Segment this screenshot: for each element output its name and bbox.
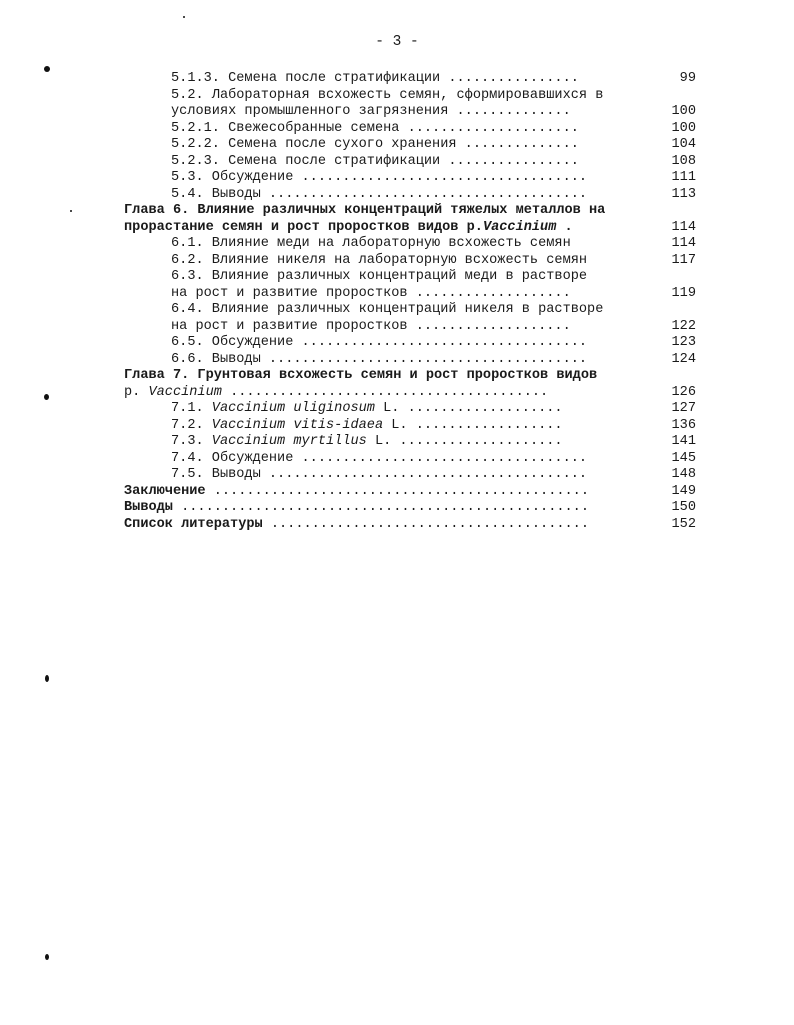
toc-entry-title [171,451,587,468]
toc-entry [124,187,696,204]
toc-entry [124,467,696,484]
toc-entry-text: 6.4. Влияние различных концентраций никеля в растворе [171,302,604,317]
toc-entry-page: 136 [671,417,696,433]
toc-entry [124,385,696,402]
toc-entry-title [171,335,587,352]
toc-entry-title [171,352,587,369]
toc-entry [124,220,696,237]
toc-entry-leader: L. .................... [366,434,563,449]
toc-entry [124,137,696,154]
toc-entry [124,269,696,286]
toc-entry-italic: Vaccinium vitis-idaea [211,417,384,433]
toc-entry-text: 7.5. Выводы ....................................... [171,467,588,482]
toc-entry [124,253,696,270]
toc-entry-title [124,203,605,220]
toc-entry [124,236,696,253]
toc-entry-italic: Vaccinium uliginosum [211,401,375,416]
toc-entry-leader: . [556,219,573,235]
toc-entry-page: 113 [671,186,696,202]
toc-entry-text: 5.4. Выводы ....................................... [171,186,588,202]
toc-entry-page: 119 [671,285,696,301]
toc-entry-leader: .................................................. [172,500,589,515]
toc-entry-text: 5.1.3. Семена после стратификации ................ [171,71,579,86]
scan-speck [45,675,49,682]
scan-speck [44,66,50,72]
toc-entry-text: р. [124,384,149,400]
toc-entry-page: 141 [671,434,696,449]
toc-entry-page: 150 [671,500,696,515]
toc-entry-title [171,434,563,451]
toc-entry-page: 145 [671,450,696,466]
toc-entry-text: 7.2. [171,417,212,433]
toc-entry-title [171,121,579,138]
toc-entry-text: 7.3. [171,434,212,449]
toc-entry-text: на рост и развитие проростков ................... [171,285,571,301]
toc-entry [124,88,696,105]
scan-speck [44,394,49,400]
toc-entry-italic: Vaccinium [148,384,222,400]
toc-entry-page: 122 [671,318,696,334]
toc-entry-text: 5.2. Лабораторная всхожесть семян, сформировавшихся в [171,87,604,103]
toc-entry [124,418,696,435]
toc-entry-text: Заключение [124,483,206,499]
toc-entry-page: 114 [671,219,696,235]
toc-entry-text: Глава 6. Влияние различных концентраций тяжелых металлов на [124,203,606,218]
toc-entry-italic: Vaccinium myrtillus [211,434,367,449]
toc-entry-text: 5.3. Обсуждение ................................... [171,170,588,185]
toc-entry-page: 152 [671,516,696,532]
toc-entry-page: 126 [671,384,696,400]
toc-entry-title [171,170,587,187]
toc-entry [124,71,696,88]
toc-entry [124,401,696,418]
toc-entry-text: Список литературы [124,516,263,532]
toc-entry-page: 100 [671,104,696,119]
toc-entry-page: 148 [671,467,696,482]
toc-entry-page: 100 [671,120,696,136]
toc-entry-text: 5.2.3. Семена после стратификации ................ [171,153,579,169]
toc-entry-text: 7.1. [171,401,212,416]
toc-entry-title [171,253,587,270]
toc-entry-text: на рост и развитие проростков ................... [171,318,571,334]
toc-entry-leader: L. .................. [383,417,563,433]
toc-entry-leader: L. ................... [374,401,563,416]
toc-entry-text: 6.2. Влияние никеля на лабораторную всхожесть семян [171,252,588,268]
toc-entry-text: 7.4. Обсуждение ................................... [171,450,588,466]
table-of-contents [124,71,696,533]
toc-entry-leader: ....................................... [221,384,549,400]
toc-entry-text: 5.2.1. Свежесобранные семена ..................... [171,120,579,136]
toc-entry-title [171,418,563,435]
toc-entry [124,451,696,468]
toc-entry-text: 6.3. Влияние различных концентраций меди в растворе [171,269,588,284]
toc-entry [124,352,696,369]
toc-entry [124,500,696,517]
toc-entry-text: Глава 7. Грунтовая всхожесть семян и рост проростков видов [124,368,598,383]
toc-entry [124,434,696,451]
toc-entry-page: 104 [671,137,696,152]
toc-entry [124,170,696,187]
toc-entry-italic: Vaccinium [482,219,557,235]
toc-entry-page: 124 [671,351,696,367]
toc-entry [124,154,696,171]
scan-speck [45,954,49,960]
toc-entry [124,319,696,336]
toc-entry [124,104,696,121]
scan-speck [70,210,72,212]
toc-entry [124,286,696,303]
toc-entry-title [171,104,571,121]
toc-entry-title [124,517,589,534]
toc-entry-title [124,500,589,517]
toc-entry-title [171,401,563,418]
toc-entry-page: 123 [671,335,696,350]
toc-entry-title [171,286,571,303]
toc-entry [124,335,696,352]
toc-entry-title [124,385,548,402]
toc-entry-page: 99 [679,71,696,86]
toc-entry [124,302,696,319]
scan-speck [183,16,185,18]
toc-entry-page: 127 [671,401,696,416]
toc-entry-text: 6.6. Выводы ....................................... [171,351,588,367]
toc-entry-title [171,302,603,319]
toc-entry [124,484,696,501]
toc-entry-title [171,236,571,253]
toc-entry-text: Выводы [124,500,173,515]
toc-entry-leader: .............................................. [205,483,589,499]
toc-entry-title [171,187,587,204]
toc-entry-title [171,71,579,88]
toc-entry-title [171,319,571,336]
toc-entry-page: 111 [671,170,696,185]
toc-entry [124,121,696,138]
toc-entry-page: 108 [671,153,696,169]
toc-entry-text: 6.5. Обсуждение ................................... [171,335,588,350]
toc-entry [124,203,696,220]
toc-entry-title [124,368,597,385]
toc-entry-text: 5.2.2. Семена после сухого хранения .............. [171,137,579,152]
page-number: - 3 - [375,34,419,50]
toc-entry-title [171,137,579,154]
toc-entry-text: условиях промышленного загрязнения .............. [171,104,571,119]
toc-entry-text: прорастание семян и рост проростков видов р. [124,219,483,235]
toc-entry-title [171,154,579,171]
toc-entry-text: 6.1. Влияние меди на лабораторную всхожесть семян [171,236,571,251]
toc-entry-page: 117 [671,252,696,268]
toc-entry-leader: ....................................... [262,516,589,532]
toc-entry [124,368,696,385]
toc-entry-page: 114 [671,236,696,251]
toc-entry-title [171,467,587,484]
toc-entry-title [124,484,589,501]
toc-entry-title [171,88,603,105]
toc-entry-title [124,220,573,237]
toc-entry-page: 149 [671,483,696,499]
toc-entry [124,517,696,534]
toc-entry-title [171,269,587,286]
